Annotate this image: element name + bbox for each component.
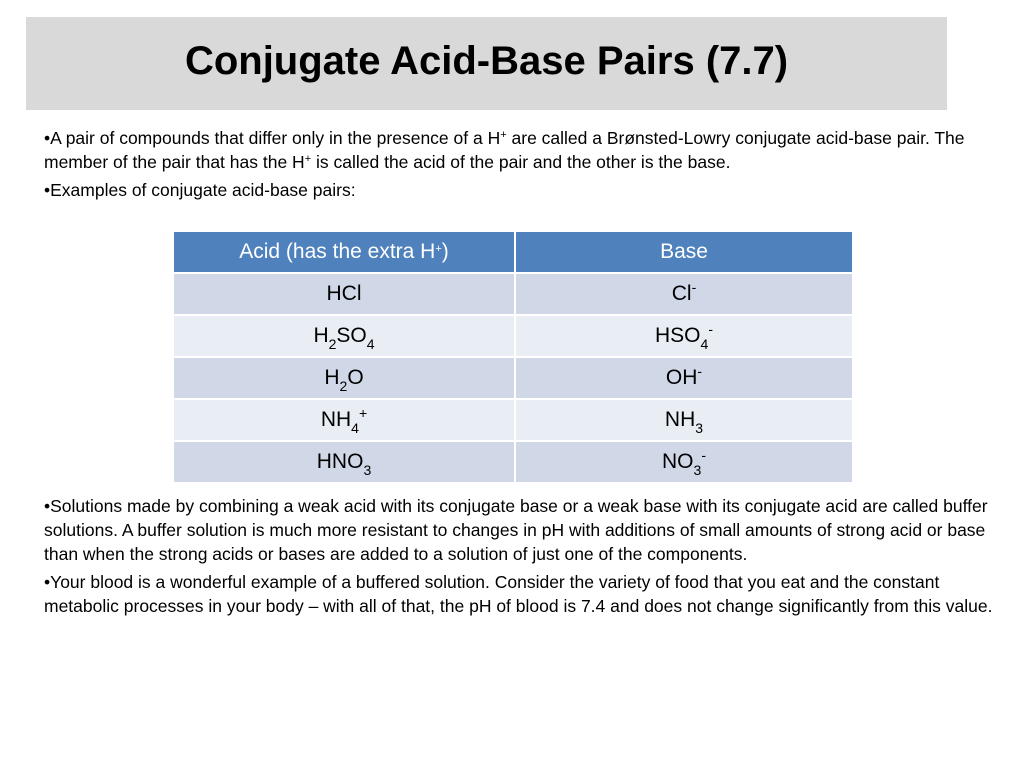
table-header-row (173, 231, 853, 273)
base-formula-part: 3 (693, 462, 702, 478)
base-cell (515, 399, 853, 441)
acid-formula-part: 4 (351, 420, 359, 436)
acid-cell (173, 315, 515, 357)
table-row (173, 315, 853, 357)
header-acid-text: Acid (has the extra H (239, 240, 436, 263)
acid-formula-part: H (324, 366, 340, 389)
table-row (173, 399, 853, 441)
acid-formula-part: HCl (326, 282, 362, 305)
bullet-definition-part-b: are called a Brønsted-Lowry conjugate acid-base pair. The member of the pair that has the H (44, 128, 965, 172)
base-cell (515, 273, 853, 315)
base-formula-part: NH (664, 408, 696, 431)
table-row (173, 273, 853, 315)
base-cell (515, 441, 853, 483)
acid-formula-part: HNO (316, 450, 364, 473)
base-formula-part: 4 (700, 336, 709, 352)
acid-cell (173, 399, 515, 441)
base-formula-part: - (697, 363, 703, 379)
acid-formula-part: + (358, 405, 368, 421)
header-acid-superscript: + (435, 243, 442, 255)
header-acid-close: ) (441, 240, 449, 263)
acid-formula-part: 2 (339, 378, 348, 394)
acid-formula-part: O (347, 366, 364, 389)
acid-cell (173, 441, 515, 483)
base-formula-part: NO (662, 450, 694, 473)
acid-cell (173, 357, 515, 399)
table-row (173, 357, 853, 399)
table-body (173, 273, 853, 483)
acid-formula-part: 3 (363, 462, 372, 478)
acid-formula-part: 4 (366, 336, 375, 352)
acid-formula-part: 2 (328, 336, 337, 352)
intro-bullets (44, 126, 994, 206)
base-formula-part: - (708, 321, 713, 337)
table-row (173, 441, 853, 483)
h-plus-superscript: + (500, 129, 507, 141)
base-formula-part: HSO (655, 324, 701, 347)
conjugate-pairs-table (172, 230, 854, 484)
acid-formula-part: NH (320, 408, 352, 431)
base-formula-part: OH (665, 366, 698, 389)
base-formula-part: - (691, 279, 697, 295)
title-bar (26, 17, 947, 110)
acid-cell (173, 273, 515, 315)
base-formula-part: - (701, 447, 706, 463)
base-formula-part: 3 (695, 420, 704, 436)
header-base: Base (515, 231, 853, 273)
buffer-bullets (44, 494, 994, 622)
bullet-definition-part-a: •A pair of compounds that differ only in the presence of a H (44, 128, 501, 148)
base-cell (515, 357, 853, 399)
bullet-blood-example: •Your blood is a wonderful example of a buffered solution. Consider the variety of food that you eat and the constant metabolic processes in your body – with all of that, the pH of blood is 7.4 and does not change significantly from this value. (44, 572, 993, 616)
acid-formula-part: SO (336, 324, 367, 347)
bullet-buffer-definition: •Solutions made by combining a weak acid with its conjugate base or a weak base with its conjugate acid are called buffer solutions. A buffer solution is much more resistant to changes in pH with additions of small amounts of strong acid or base than when the strong acids or bases are added to a solution of just one of the components. (44, 496, 988, 564)
slide-title: Conjugate Acid-Base Pairs (7.7) (184, 39, 789, 83)
bullet-examples: •Examples of conjugate acid-base pairs: (44, 180, 356, 200)
header-acid (173, 231, 515, 273)
h-plus-superscript: + (304, 153, 312, 165)
acid-formula-part: H (313, 324, 329, 347)
base-cell (515, 315, 853, 357)
bullet-definition-part-c: is called the acid of the pair and the other is the base. (311, 152, 731, 172)
bullet-definition (44, 126, 994, 174)
base-formula-part: Cl (671, 282, 692, 305)
